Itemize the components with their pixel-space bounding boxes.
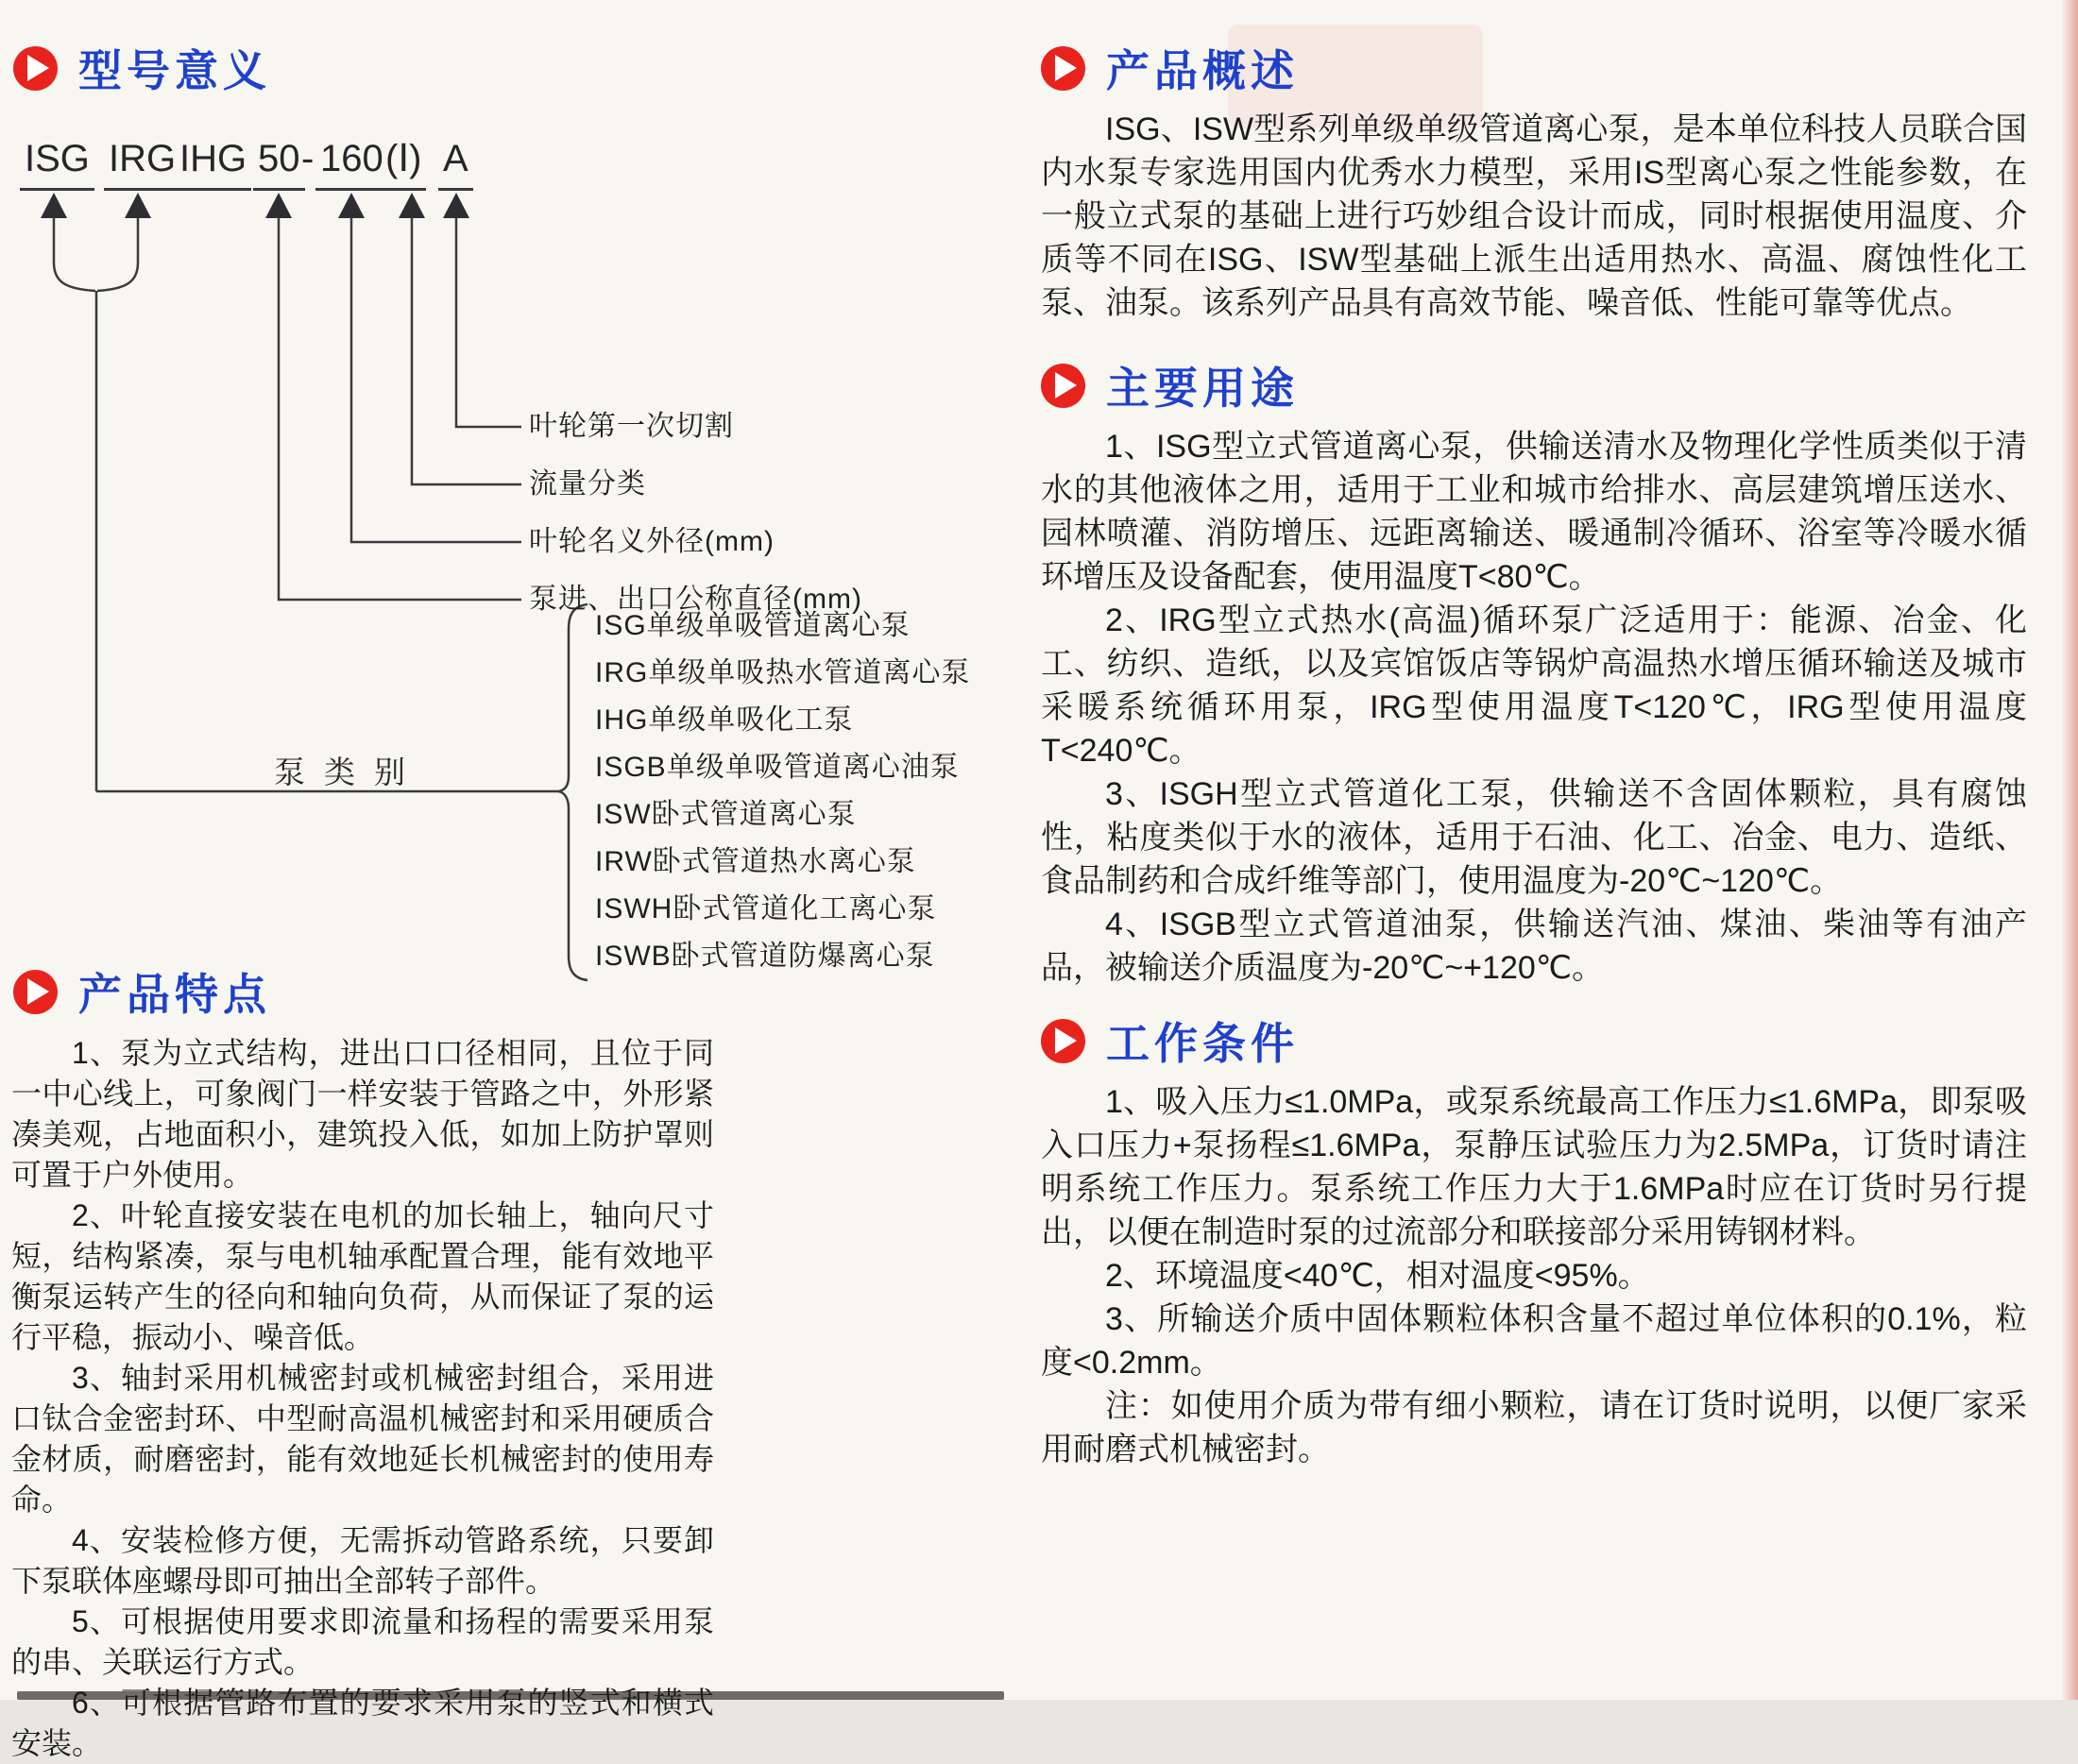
model-code-part: IHG (175, 138, 251, 191)
overview-paragraph: ISG、ISW型系列单级单级管道离心泵，是本单位科技人员联合国内水泵专家选用国内优秀水力模型，采用IS型离心泵之性能参数，在一般立式泵的基础上进行巧妙组合设计而成，同时根据使用温度、介质等不同在ISG、ISW型基础上派生出适用热水、高温、腐蚀性化工泵、油泵。该系列产品具有高效节能、噪音低、性能可靠等优点。 (1041, 111, 2027, 321)
pump-type-item: ISW卧式管道离心泵 (595, 799, 857, 830)
section-header-uses (1041, 359, 2027, 412)
play-icon (13, 46, 58, 91)
features-text-block (11, 1033, 714, 1764)
pump-type-item: ISWB卧式管道防爆离心泵 (595, 941, 935, 972)
section-header-features (13, 965, 271, 1018)
play-icon (1041, 364, 1085, 408)
uses-paragraph: 4、ISGB型立式管道油泵，供输送汽油、煤油、柴油等有油产品，被输送介质温度为-20℃~+120℃。 (1041, 907, 2027, 986)
model-callout-label: 叶轮第一次切割 (529, 411, 734, 442)
right-column (1041, 42, 2027, 1471)
uses-paragraph: 1、ISG型立式管道离心泵，供输送清水及物理化学性质类似于清水的其他液体之用，适用于工业和城市给排水、高层建筑增压送水、园林喷灌、消防增压、远距离输送、暖通制冷循环、浴室等冷暖水循环增压及设备配套，使用温度T<80℃。 (1041, 429, 2027, 595)
diagram-connector-lines (0, 132, 1030, 1015)
uses-text-block (1041, 425, 2027, 990)
model-code-part: IRG (104, 138, 180, 191)
feature-paragraph: 5、可根据使用要求即流量和扬程的需要采用泵的串、关联运行方式。 (11, 1604, 714, 1679)
pump-type-item: ISWH卧式管道化工离心泵 (595, 893, 937, 924)
overview-text-block (1041, 108, 2027, 325)
section-title-uses: 主要用途 (1106, 364, 1299, 413)
conditions-text-block (1041, 1080, 2027, 1471)
pump-type-item: IHG单级单吸化工泵 (595, 704, 854, 736)
conditions-paragraph: 1、吸入压力≤1.0MPa，或泵系统最高工作压力≤1.6MPa，即泵吸入口压力+泵扬程≤1.6MPa，泵静压试验压力为2.5MPa，订货时请注明系统工作压力。泵系统工作压力大于1.6MPa时应在订货时另行提出，以便在制造时泵的过流部分和联接部分采用铸钢材料。 (1041, 1084, 2027, 1250)
model-callout-label: 泵进、出口公称直径(mm) (529, 584, 862, 615)
section-title-features: 产品特点 (78, 970, 271, 1019)
pump-type-item: ISG单级单吸管道离心泵 (595, 610, 911, 641)
pump-type-item: IRW卧式管道热水离心泵 (595, 846, 916, 877)
model-code-diagram (0, 132, 1030, 1015)
section-title-conditions: 工作条件 (1106, 1019, 1299, 1068)
pump-type-item: IRG单级单吸热水管道离心泵 (595, 657, 971, 688)
feature-paragraph: 2、叶轮直接安装在电机的加长轴上，轴向尺寸短，结构紧凑，泵与电机轴承配置合理，能有效地平衡泵运转产生的径向和轴向负荷，从而保证了泵的运行平稳，振动小、噪音低。 (11, 1198, 714, 1354)
section-header-model-meaning (13, 42, 271, 94)
conditions-paragraph: 3、所输送介质中固体颗粒体积含量不超过单位体积的0.1%，粒度<0.2mm。 (1041, 1301, 2027, 1381)
pump-category-label: 泵类别 (274, 755, 424, 789)
model-callout-label: 流量分类 (529, 468, 646, 500)
uses-paragraph: 3、ISGH型立式管道化工泵，供输送不含固体颗粒，具有腐蚀性，粘度类似于水的液体，适用于石油、化工、冶金、电力、造纸、食品制药和合成纤维等部门，使用温度为-20℃~120℃。 (1041, 776, 2027, 899)
conditions-note: 注：如使用介质为带有细小颗粒，请在订货时说明，以便厂家采用耐磨式机械密封。 (1041, 1388, 2027, 1467)
model-code-part: (Ⅰ) (381, 138, 426, 191)
model-code-part: - (301, 138, 315, 179)
play-icon (1041, 46, 1085, 91)
feature-paragraph: 1、泵为立式结构，进出口口径相同，且位于同一中心线上，可象阀门一样安装于管路之中，外形紧凑美观，占地面积小，建筑投入低，如加上防护罩则可置于户外使用。 (11, 1036, 714, 1192)
section-header-conditions (1041, 1014, 2027, 1067)
model-callout-label: 叶轮名义外径(mm) (529, 526, 775, 557)
play-icon (13, 970, 58, 1014)
model-code-part: 160 (315, 138, 388, 191)
section-header-overview (1041, 42, 2027, 94)
uses-paragraph: 2、IRG型立式热水(高温)循环泵广泛适用于：能源、冶金、化工、纺织、造纸，以及宾馆饭店等锅炉高温热水增压循环输送及城市采暖系统循环用泵，IRG型使用温度T<120℃，IRG型使用温度T<240℃。 (1041, 602, 2027, 769)
feature-paragraph: 4、安装检修方便，无需拆动管路系统，只要卸下泵联体座螺母即可抽出全部转子部件。 (11, 1523, 714, 1598)
right-edge-scan-artifact (2061, 0, 2078, 1700)
section-title-overview: 产品概述 (1106, 46, 1299, 95)
model-code-part: A (438, 138, 473, 191)
conditions-paragraph: 2、环境温度<40℃，相对温度<95%。 (1105, 1258, 1650, 1294)
feature-paragraph: 6、可根据管路布置的要求采用泵的竖式和横式安装。 (11, 1686, 714, 1760)
model-code-part: ISG (20, 138, 94, 191)
feature-paragraph: 3、轴封采用机械密封或机械密封组合，采用进口钛合金密封环、中型耐高温机械密封和采用硬质合金材质，耐磨密封，能有效地延长机械密封的使用寿命。 (11, 1361, 714, 1517)
play-icon (1041, 1019, 1085, 1063)
pump-type-item: ISGB单级单吸管道离心油泵 (595, 752, 960, 783)
section-title-model-meaning: 型号意义 (78, 46, 271, 95)
model-code-part: 50 (253, 138, 305, 191)
